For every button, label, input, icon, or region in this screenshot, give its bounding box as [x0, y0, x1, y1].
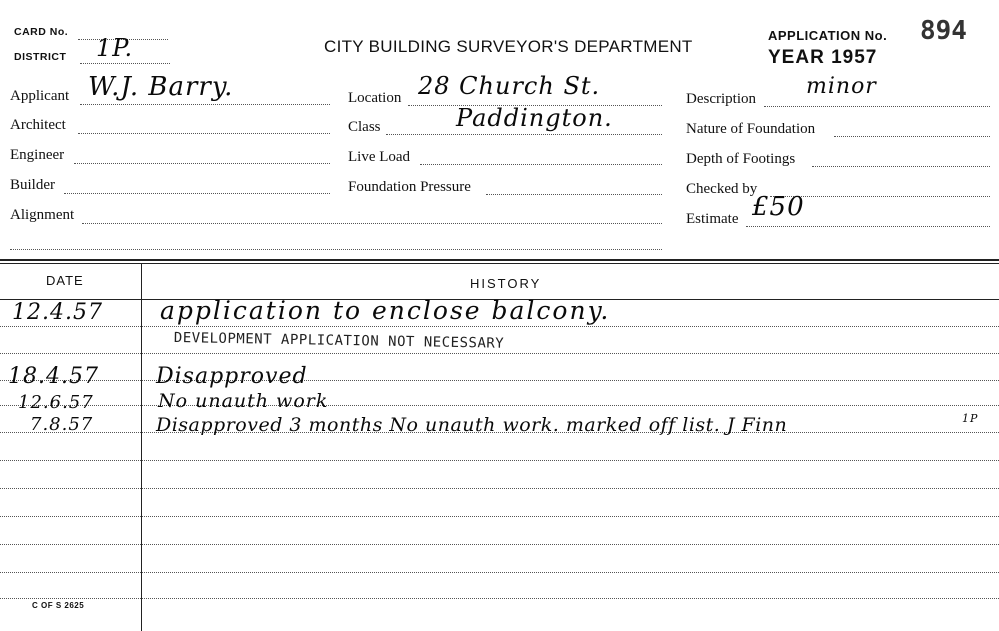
date-header: DATE [46, 273, 84, 288]
location-value: 28 Church St. [418, 72, 601, 100]
application-label: APPLICATION No. [768, 28, 888, 43]
applicant-label: Applicant [10, 88, 70, 104]
nature-of-foundation-label: Nature of Foundation [686, 121, 816, 137]
builder-label: Builder [10, 177, 55, 193]
architect-label: Architect [10, 117, 66, 133]
row-3-history: Disapproved [156, 364, 308, 389]
class-line [386, 134, 662, 135]
blank-line [10, 249, 662, 250]
row-5-initials: 1P [962, 412, 979, 425]
district-label: DISTRICT [14, 51, 67, 63]
description-label: Description [686, 91, 756, 107]
class-label: Class [348, 119, 381, 135]
estimate-value: £50 [752, 192, 805, 222]
engineer-line [74, 163, 330, 164]
table-top-rule-thin [0, 263, 999, 264]
row-5-date: 7.8.57 [30, 414, 94, 435]
row-1-history: application to enclose balcony. [160, 296, 611, 325]
description-line [764, 106, 990, 107]
foundation-pressure-line [486, 194, 662, 195]
depth-of-footings-line [812, 166, 990, 167]
rule-7 [0, 488, 999, 489]
alignment-label: Alignment [10, 207, 75, 223]
depth-of-footings-label: Depth of Footings [686, 151, 796, 167]
district-value: 1P. [96, 34, 134, 62]
rule-9 [0, 544, 999, 545]
year-label: YEAR 1957 [768, 47, 878, 68]
applicant-line [80, 104, 330, 105]
alignment-line [82, 223, 662, 224]
rule-10 [0, 572, 999, 573]
location-label: Location [348, 90, 402, 106]
foundation-pressure-label: Foundation Pressure [348, 179, 471, 195]
class-value: Paddington. [456, 104, 613, 132]
card-no-label: CARD No. [14, 26, 69, 38]
live-load-label: Live Load [348, 149, 411, 165]
row-5-history: Disapproved 3 months No unauth work. marked off list. J Finn [156, 414, 788, 436]
row-4-date: 12.6.57 [18, 392, 94, 413]
history-header: HISTORY [470, 276, 542, 291]
application-number: 894 [920, 16, 967, 46]
estimate-line [746, 226, 990, 227]
engineer-label: Engineer [10, 147, 65, 163]
district-line [80, 63, 170, 64]
builder-line [64, 193, 330, 194]
rule-1 [0, 326, 999, 327]
estimate-label: Estimate [686, 211, 739, 227]
rule-4 [0, 405, 999, 406]
row-4-history: No unauth work [158, 390, 329, 412]
row-2-history-stamp: DEVELOPMENT APPLICATION NOT NECESSARY [173, 330, 505, 352]
nature-of-foundation-line [834, 136, 990, 137]
checked-by-label: Checked by [686, 181, 758, 197]
rule-6 [0, 460, 999, 461]
rule-8 [0, 516, 999, 517]
department-title: CITY BUILDING SURVEYOR'S DEPARTMENT [324, 37, 693, 56]
architect-line [78, 133, 330, 134]
rule-11 [0, 598, 999, 599]
form-code: C OF S 2625 [32, 601, 85, 610]
row-3-date: 18.4.57 [8, 364, 99, 389]
rule-3 [0, 380, 999, 381]
live-load-line [420, 164, 662, 165]
row-1-date: 12.4.57 [12, 300, 103, 325]
rule-2 [0, 353, 999, 354]
table-top-rule [0, 259, 999, 261]
applicant-value: W.J. Barry. [88, 72, 234, 102]
description-value: minor [806, 74, 877, 99]
date-column-divider [141, 263, 142, 631]
